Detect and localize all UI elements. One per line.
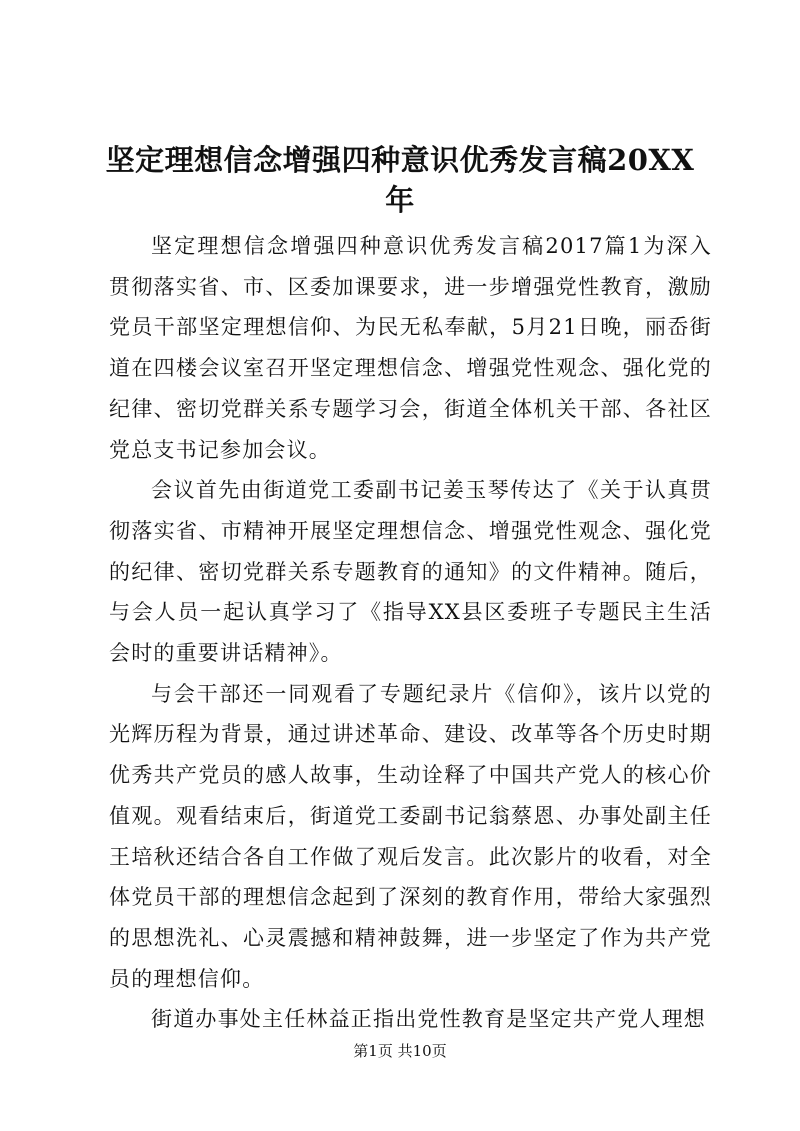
document-body: [109, 226, 712, 1040]
document-title: 坚定理想信念增强四种意识优秀发言稿20XX年: [105, 143, 695, 217]
paragraph-4: 街道办事处主任林益正指出党性教育是坚定共产党人理想: [151, 1007, 706, 1032]
paragraph-3: 与会干部还一同观看了专题纪录片《信仰》，该片以党的光辉历程为背景，通过讲述革命、建设、改革等各个历史时期优秀共产党员的感人故事，生动诠释了中国共产党人的核心价值观。观看结束后，街道党工委副书记翁蔡恩、办事处副主任王培秋还结合各自工作做了观后发言。此次影片的收看，对全体党员干部的理想信念起到了深刻的教育作用，带给大家强烈的思想洗礼、心灵震撼和精神鼓舞，进一步坚定了作为共产党员的理想信仰。: [109, 681, 712, 991]
paragraph-2: 会议首先由街道党工委副书记姜玉琴传达了《关于认真贯彻落实省、市精神开展坚定理想信念、增强党性观念、强化党的纪律、密切党群关系专题教育的通知》的文件精神。随后，与会人员一起认真学习了《指导XX县区委班子专题民主生活会时的重要讲话精神》。: [109, 478, 712, 666]
page-number-footer: 第1页 共10页: [353, 1042, 447, 1060]
paragraph-1: 坚定理想信念增强四种意识优秀发言稿2017篇1为深入贯彻落实省、市、区委加课要求，进一步增强党性教育，激励党员干部坚定理想信仰、为民无私奉献，5月21日晚，丽岙街道在四楼会议室召开坚定理想信念、增强党性观念、强化党的纪律、密切党群关系专题学习会，街道全体机关干部、各社区党总支书记参加会议。: [109, 234, 712, 462]
